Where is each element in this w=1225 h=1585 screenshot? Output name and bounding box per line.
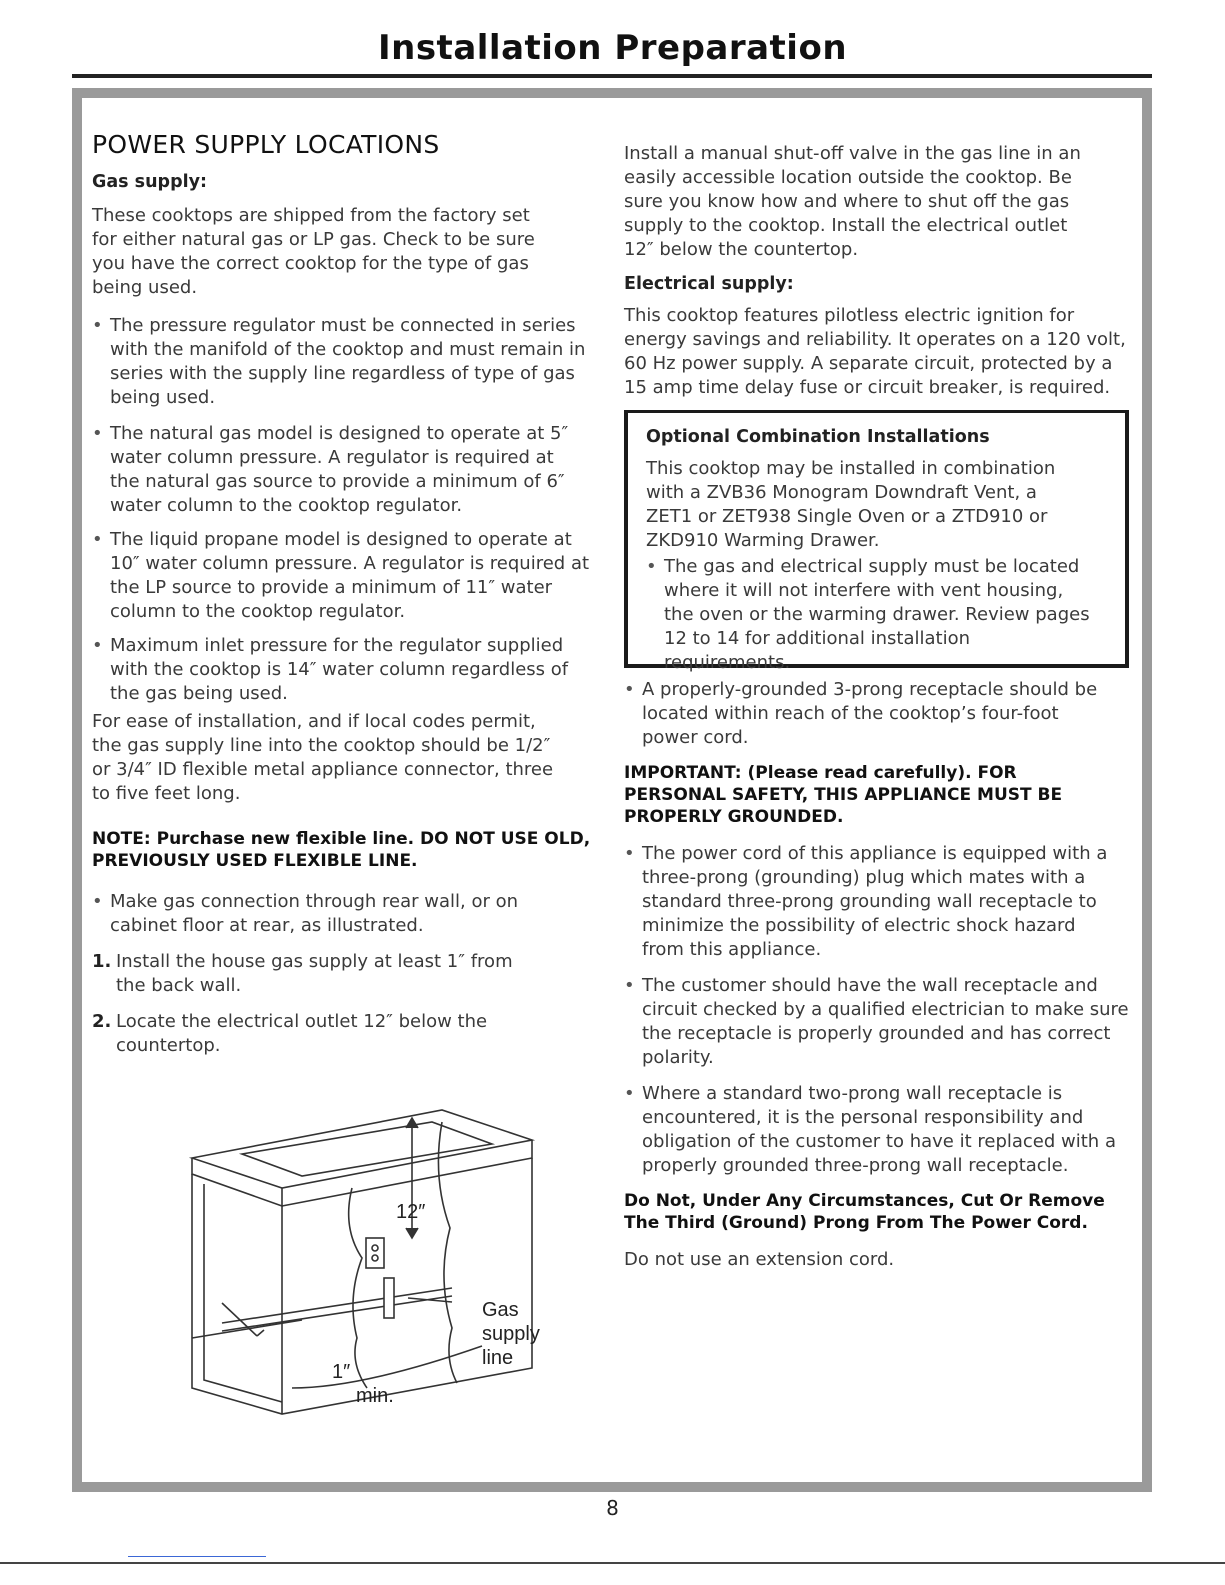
step-number: 2.	[92, 1011, 112, 1032]
cabinet-outline	[192, 1158, 532, 1414]
page-title: Installation Preparation	[377, 28, 848, 68]
ease-paragraph: For ease of installation, and if local codes permit, the gas supply line into the cooktop should be 1/2″ or 3/4″ ID flexible metal appliance connector, three to five feet long.	[92, 711, 554, 804]
bullet-dot: •	[92, 635, 103, 656]
electrical-outlet	[366, 1238, 384, 1268]
gas-intro-paragraph: These cooktops are shipped from the factory set for either natural gas or LP gas. Check to be sure you have the correct cooktop for the type of gas being used.	[92, 205, 535, 298]
label-12: 12″	[396, 1201, 426, 1223]
combination-bullet	[646, 555, 1096, 675]
step-item	[92, 1010, 512, 1058]
warning-text: Do Not, Under Any Circumstances, Cut Or Remove The Third (Ground) Prong From The Power Cord.	[624, 1191, 1105, 1233]
bullet-dot: •	[92, 529, 103, 550]
gas-supply-heading: Gas supply:	[92, 172, 208, 192]
bullet-dot: •	[92, 423, 103, 444]
combination-text: This cooktop may be installed in combination with a ZVB36 Monogram Downdraft Vent, a ZET1 or ZET938 Single Oven or a ZTD910 or ZKD910 Warming Drawer.	[646, 458, 1056, 551]
label-gas: Gas	[482, 1299, 519, 1321]
electrical-paragraph: This cooktop features pilotless electric ignition for energy savings and reliability. It operates on a 120 volt, 60 Hz power supply. A separate circuit, protected by a 15 amp time delay fuse or circuit breaker, is required.	[624, 305, 1126, 398]
extension-cord-text: Do not use an extension cord.	[624, 1249, 895, 1270]
grounded-bullet	[624, 678, 1102, 750]
safety-bullet	[624, 1082, 1129, 1178]
bullet-text: The pressure regulator must be connected in series with the manifold of the cooktop and must remain in series with the supply line regardless of type of gas being used.	[110, 315, 586, 408]
gas-supply-diagram	[152, 1088, 572, 1418]
bullet-dot: •	[624, 679, 635, 700]
label-1: 1″	[332, 1361, 351, 1383]
gas-bullet	[92, 314, 590, 410]
bullet-dot: •	[624, 975, 635, 996]
bottom-link-line	[128, 1556, 266, 1557]
gas-bullet	[92, 528, 602, 624]
label-min: min.	[356, 1385, 394, 1407]
bullet-text: The power cord of this appliance is equipped with a three-prong (grounding) plug which mates with a standard three-prong grounding wall receptacle to minimize the possibility of electric shock hazard from this appliance.	[642, 843, 1108, 960]
label-supply: supply	[482, 1323, 540, 1345]
combination-installations-box	[624, 410, 1129, 673]
bullet-text: Where a standard two-prong wall receptacle is encountered, it is the personal responsibility and obligation of the customer to have it replaced with a properly grounded three-prong wall receptacle.	[642, 1083, 1116, 1176]
shutoff-paragraph: Install a manual shut-off valve in the gas line in an easily accessible location outside the cooktop. Be sure you know how and where to shut off the gas supply to the cooktop. Install the electrical outlet 12″ below the countertop.	[624, 143, 1081, 260]
cutout-outline	[242, 1122, 492, 1176]
bullet-dot: •	[646, 556, 657, 577]
bottom-rule	[0, 1562, 1225, 1564]
bullet-text: The gas and electrical supply must be located where it will not interfere with vent housing, the oven or the warming drawer. Review pages 12 to 14 for additional installation requirements.	[664, 556, 1090, 673]
back-wall	[349, 1188, 367, 1388]
label-line: line	[482, 1347, 514, 1369]
note-text: NOTE: Purchase new flexible line. DO NOT USE OLD, PREVIOUSLY USED FLEXIBLE LINE.	[92, 829, 591, 871]
bullet-dot: •	[624, 843, 635, 864]
title-rule	[72, 74, 1152, 78]
bullet-dot: •	[92, 891, 103, 912]
bullet-text: The natural gas model is designed to operate at 5″ water column pressure. A regulator is required at the natural gas source to provide a minimum of 6″ water column to the cooktop regulator.	[110, 423, 569, 516]
gas-pipe	[222, 1288, 452, 1323]
step-number: 1.	[92, 951, 112, 972]
gas-bullet	[92, 634, 590, 706]
bullet-dot: •	[92, 315, 103, 336]
bullet-text: The liquid propane model is designed to operate at 10″ water column pressure. A regulator is required at the LP source to provide a minimum of 11″ water column to the cooktop regulator.	[110, 529, 590, 622]
electrical-supply-heading: Electrical supply:	[624, 274, 794, 294]
safety-bullet	[624, 842, 1110, 962]
countertop-outline	[192, 1110, 532, 1188]
step-text: Install the house gas supply at least 1″ from the back wall.	[116, 951, 513, 996]
bullet-text: Maximum inlet pressure for the regulator supplied with the cooktop is 14″ water column regardless of the gas being used.	[110, 635, 569, 704]
bullet-text: The customer should have the wall receptacle and circuit checked by a qualified electrician to make sure the receptacle is properly grounded and has correct polarity.	[642, 975, 1129, 1068]
step-item	[92, 950, 532, 998]
content-frame	[72, 88, 1152, 1492]
bullet-text: A properly-grounded 3-prong receptacle should be located within reach of the cooktop’s four-foot power cord.	[642, 679, 1098, 748]
important-text: IMPORTANT: (Please read carefully). FOR PERSONAL SAFETY, THIS APPLIANCE MUST BE PROPERLY GROUNDED.	[624, 763, 1063, 827]
connection-bullet	[92, 890, 554, 938]
gas-bullet	[92, 422, 570, 518]
combination-title: Optional Combination Installations	[646, 427, 990, 447]
bullet-dot: •	[624, 1083, 635, 1104]
step-text: Locate the electrical outlet 12″ below the countertop.	[116, 1011, 488, 1056]
section-title: POWER SUPPLY LOCATIONS	[92, 130, 440, 159]
safety-bullet	[624, 974, 1129, 1070]
bullet-text: Make gas connection through rear wall, or on cabinet floor at rear, as illustrated.	[110, 891, 519, 936]
page-number: 8	[606, 1496, 619, 1520]
